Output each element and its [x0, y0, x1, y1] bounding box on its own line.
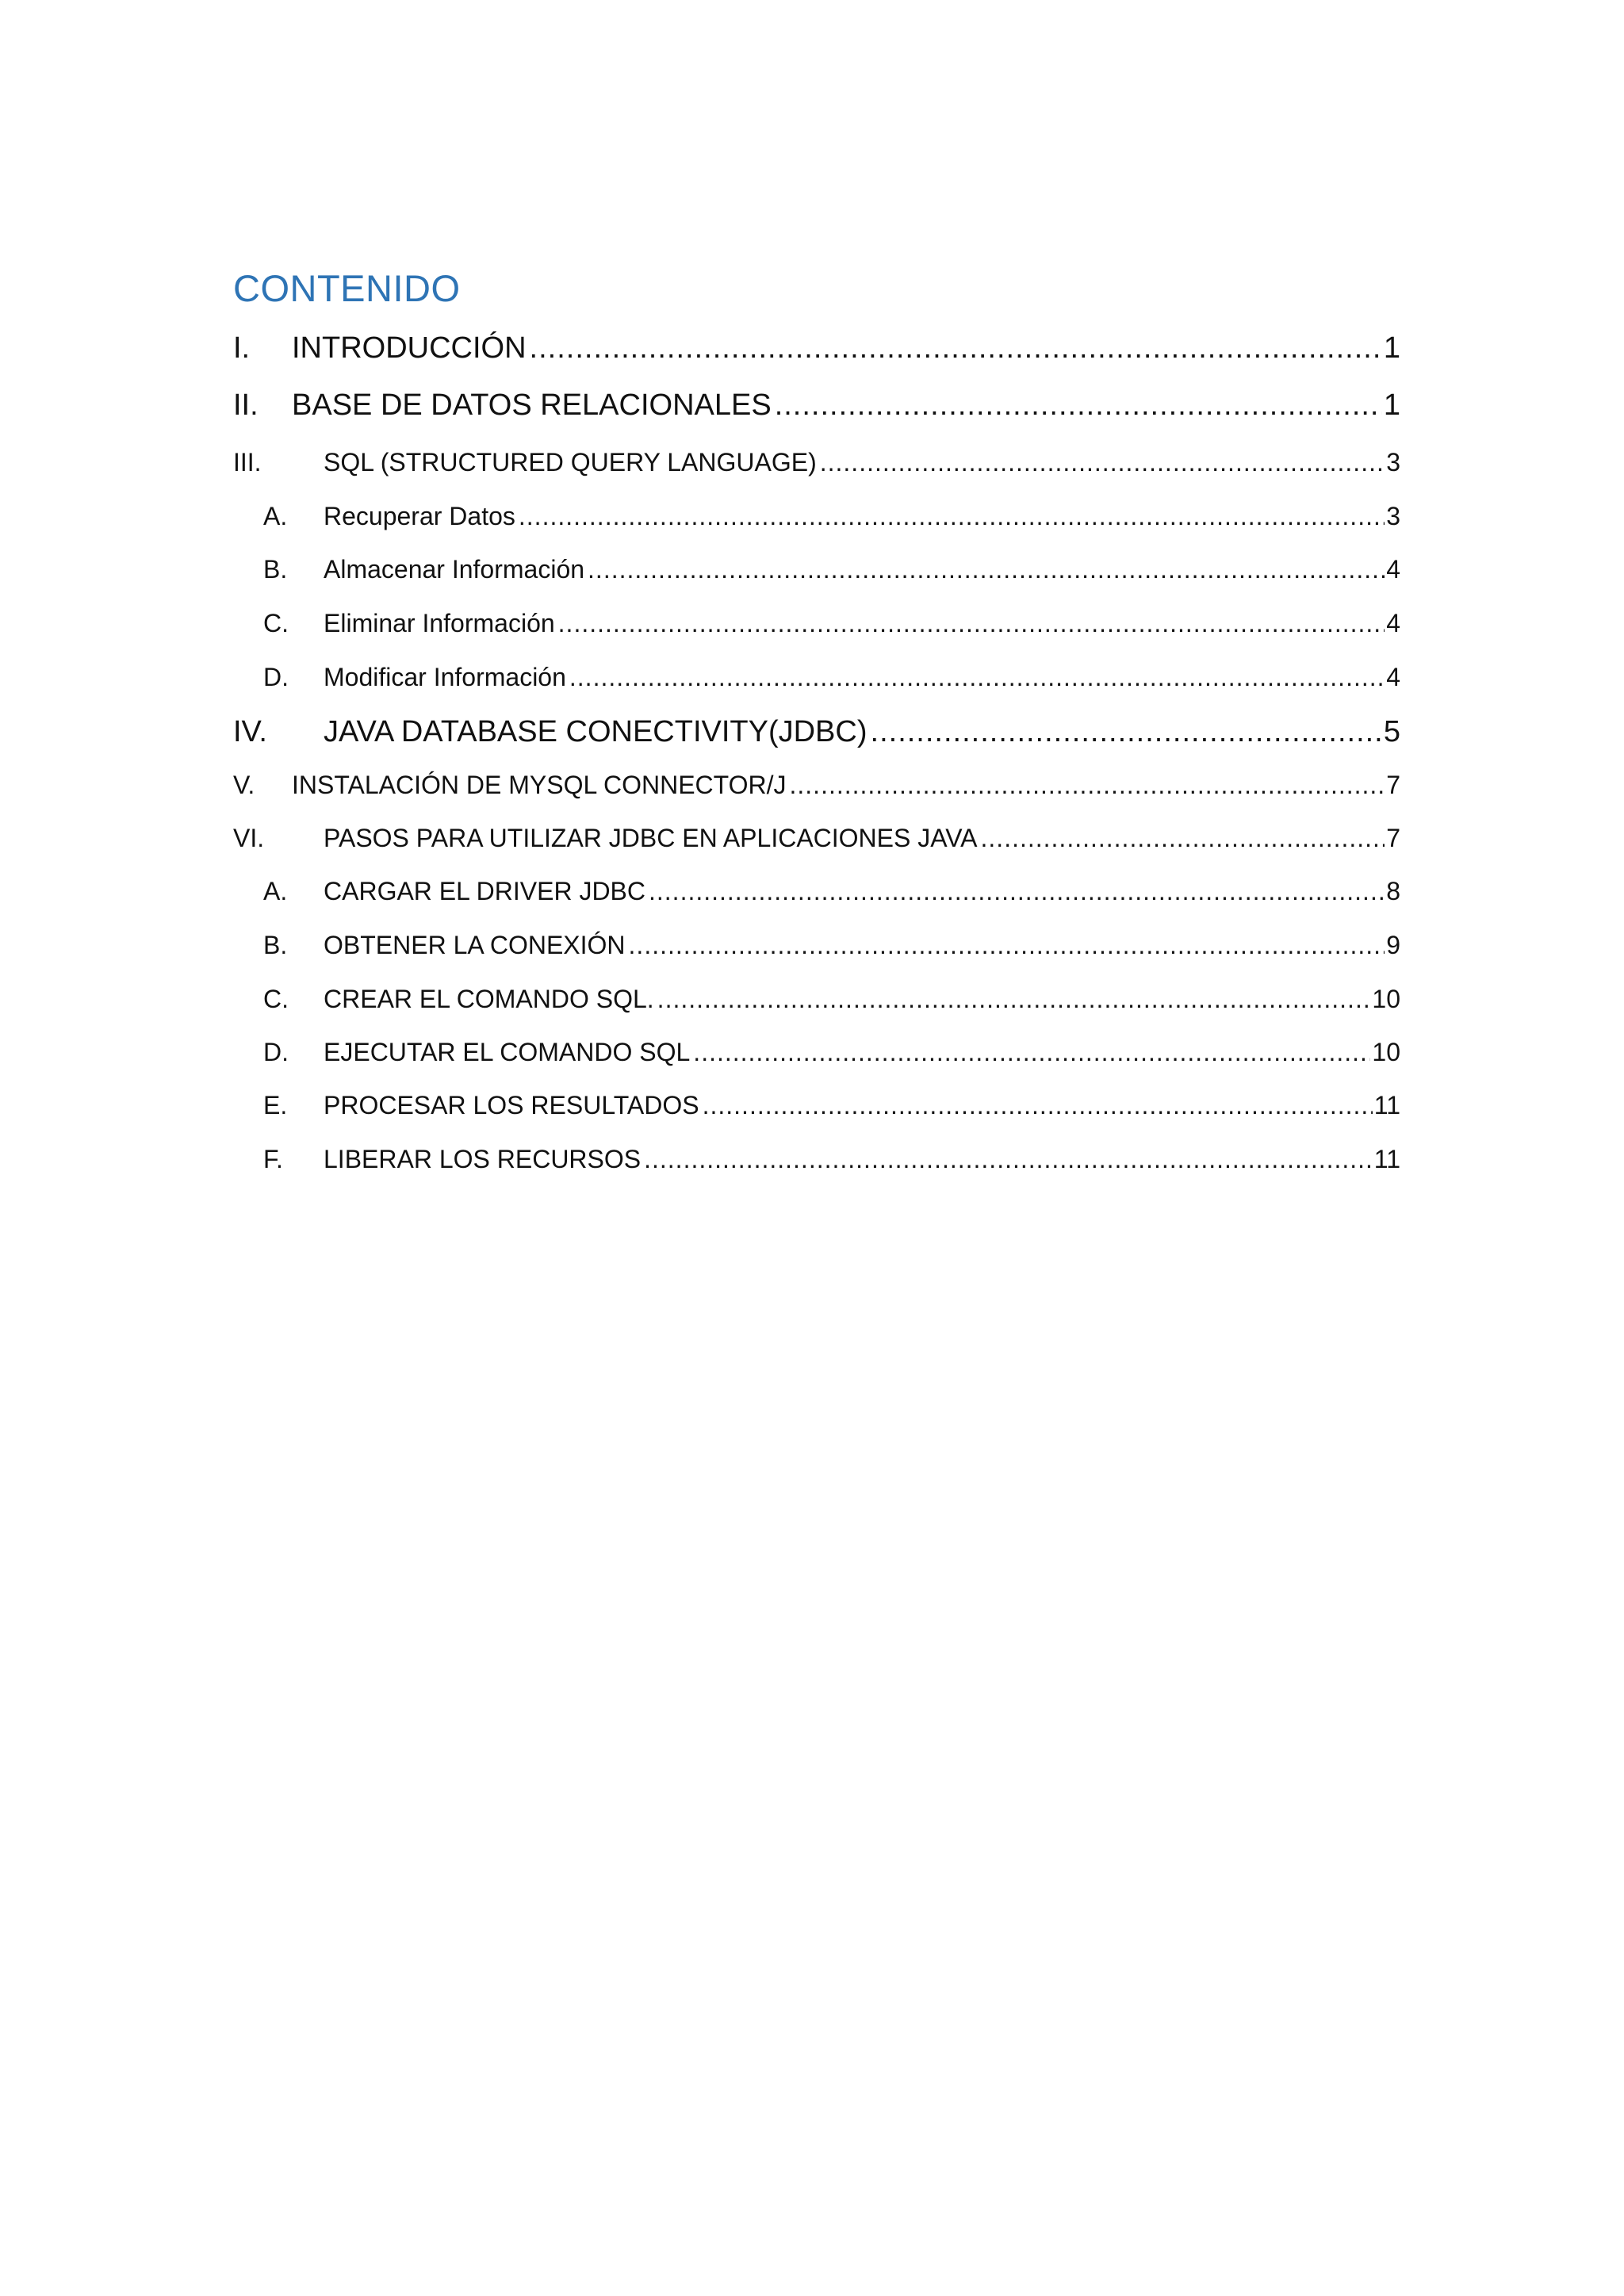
toc-entry-crear-comando[interactable]	[233, 986, 1400, 1012]
toc-entry-label: Eliminar Información	[324, 609, 555, 637]
toc-dot-leader	[790, 772, 1385, 798]
toc-entry-number: I.	[233, 331, 251, 365]
toc-dot-leader	[569, 664, 1385, 690]
toc-entry-label: BASE DE DATOS RELACIONALES	[292, 388, 772, 422]
toc-entry-label: Almacenar Información	[324, 555, 585, 584]
toc-entry-label: PASOS PARA UTILIZAR JDBC EN APLICACIONES JAVA	[324, 824, 978, 852]
toc-entry-recuperar-datos[interactable]	[233, 503, 1400, 529]
toc-entry-page: 3	[1386, 502, 1400, 530]
toc-entry-sql[interactable]	[233, 450, 1400, 475]
toc-entry-page: 4	[1386, 555, 1400, 584]
toc-dot-leader	[588, 557, 1385, 582]
toc-entry-label: INTRODUCCIÓN	[292, 331, 527, 365]
toc-dot-leader	[649, 878, 1385, 904]
toc-entry-label: CREAR EL COMANDO SQL.	[324, 985, 654, 1013]
toc-entry-base-de-datos[interactable]	[233, 390, 1400, 420]
toc-entry-label: INSTALACIÓN DE MYSQL CONNECTOR/J	[292, 771, 787, 799]
toc-entry-ejecutar-comando[interactable]	[233, 1039, 1400, 1065]
toc-dot-leader	[981, 825, 1385, 851]
toc-entry-page: 7	[1386, 824, 1400, 852]
toc-dot-leader	[530, 333, 1382, 363]
toc-entry-page: 1	[1383, 331, 1400, 365]
toc-entry-number: A.	[263, 877, 288, 905]
toc-entry-number: II.	[233, 388, 259, 422]
toc-entry-pasos-jdbc[interactable]	[233, 825, 1400, 851]
toc-dot-leader	[629, 932, 1385, 958]
toc-entry-procesar-resultados[interactable]	[233, 1093, 1400, 1118]
toc-entry-number: F.	[263, 1145, 283, 1173]
toc-entry-page: 9	[1386, 931, 1400, 959]
toc-entry-number: E.	[263, 1091, 288, 1119]
toc-entry-label: PROCESAR LOS RESULTADOS	[324, 1091, 699, 1119]
toc-entry-page: 5	[1383, 715, 1400, 748]
toc-entry-number: V.	[233, 771, 255, 799]
toc-entry-label: JAVA DATABASE CONECTIVITY(JDBC)	[324, 715, 868, 748]
toc-entry-label: Recuperar Datos	[324, 502, 515, 530]
toc-dot-leader	[693, 1039, 1370, 1065]
toc-entry-page: 1	[1383, 388, 1400, 422]
toc-entry-almacenar-informacion[interactable]	[233, 557, 1400, 582]
toc-entry-number: B.	[263, 555, 288, 584]
toc-entry-jdbc[interactable]	[233, 717, 1400, 747]
toc-entry-number: III.	[233, 448, 262, 476]
toc-entry-label: EJECUTAR EL COMANDO SQL	[324, 1038, 691, 1066]
toc-entry-number: B.	[263, 931, 288, 959]
toc-title: CONTENIDO	[233, 267, 461, 309]
toc-entry-obtener-conexion[interactable]	[233, 932, 1400, 958]
toc-dot-leader	[657, 986, 1371, 1012]
toc-entry-page: 8	[1386, 877, 1400, 905]
toc-entry-page: 11	[1373, 1145, 1400, 1173]
toc-entry-label: LIBERAR LOS RECURSOS	[324, 1145, 642, 1173]
toc-entry-page: 10	[1372, 1038, 1400, 1066]
toc-entry-number: VI.	[233, 824, 265, 852]
toc-entry-page: 4	[1386, 663, 1400, 691]
toc-entry-eliminar-informacion[interactable]	[233, 610, 1400, 636]
toc-entry-number: IV.	[233, 715, 267, 748]
toc-entry-label: CARGAR EL DRIVER JDBC	[324, 877, 645, 905]
toc-dot-leader	[644, 1146, 1373, 1172]
toc-dot-leader	[775, 390, 1382, 420]
toc-entry-page: 7	[1386, 771, 1400, 799]
toc-entry-page: 3	[1386, 448, 1400, 476]
toc-entry-introduccion[interactable]	[233, 333, 1400, 363]
toc-entry-page: 11	[1373, 1091, 1400, 1119]
toc-entry-number: D.	[263, 1038, 289, 1066]
toc-dot-leader	[703, 1093, 1373, 1118]
toc-dot-leader	[558, 610, 1385, 636]
toc-entry-page: 10	[1372, 985, 1400, 1013]
toc-entry-page: 4	[1386, 609, 1400, 637]
toc-entry-number: A.	[263, 502, 288, 530]
toc-entry-number: C.	[263, 985, 289, 1013]
toc-entry-modificar-informacion[interactable]	[233, 664, 1400, 690]
toc-dot-leader	[820, 450, 1385, 475]
toc-dot-leader	[871, 717, 1382, 747]
toc-entry-label: Modificar Información	[324, 663, 566, 691]
toc-entry-label: OBTENER LA CONEXIÓN	[324, 931, 626, 959]
toc-entry-liberar-recursos[interactable]	[233, 1146, 1400, 1172]
toc-entry-number: D.	[263, 663, 289, 691]
toc-entry-instalacion-mysql[interactable]	[233, 772, 1400, 798]
toc-entry-cargar-driver[interactable]	[233, 878, 1400, 904]
toc-entry-number: C.	[263, 609, 289, 637]
toc-dot-leader	[519, 503, 1385, 529]
toc-entry-label: SQL (STRUCTURED QUERY LANGUAGE)	[324, 448, 817, 476]
